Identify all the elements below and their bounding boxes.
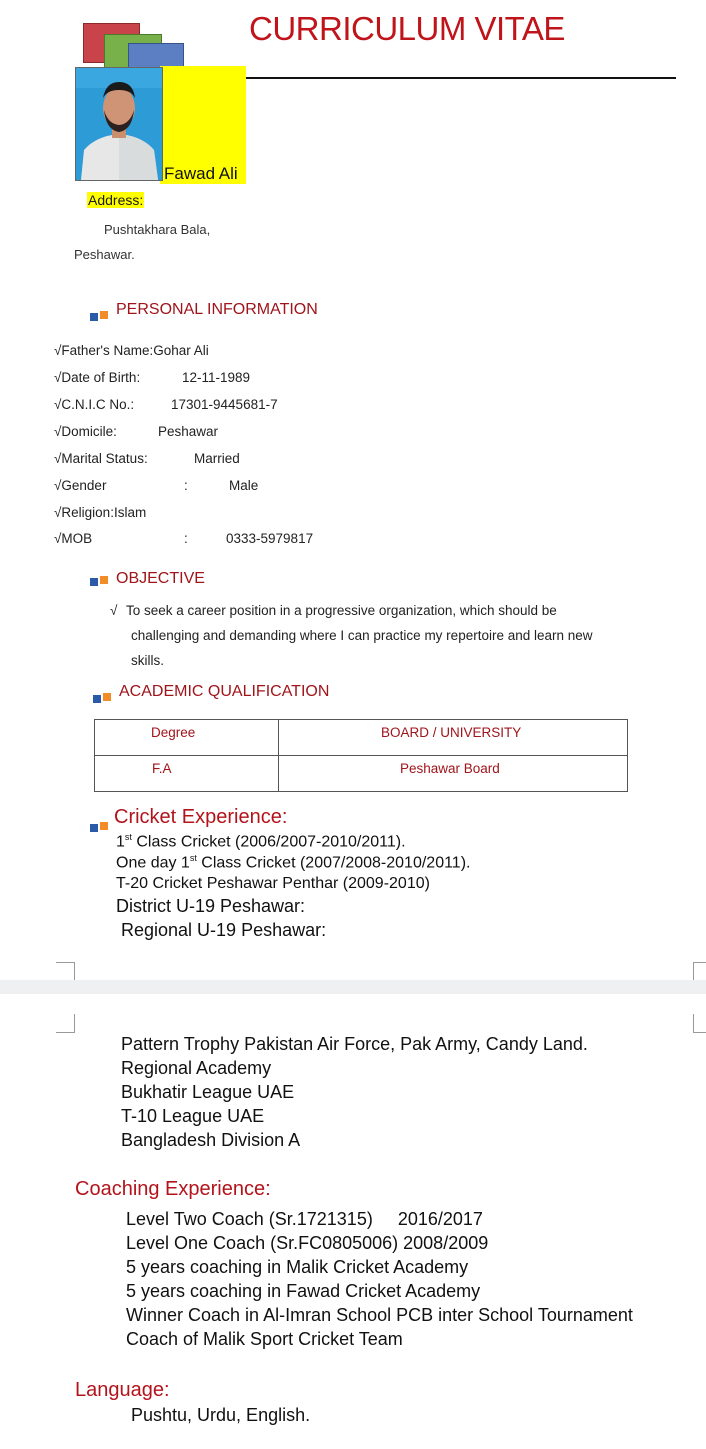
coaching-item: Coach of Malik Sport Cricket Team	[126, 1329, 403, 1349]
objective-check-icon: √	[110, 603, 118, 618]
section-bullet-icon	[93, 695, 101, 703]
section-bullet-icon	[100, 576, 108, 584]
cricket-heading: Cricket Experience:	[114, 806, 288, 828]
cricket-line-2-part: Class Cricket (2007/2008-2010/2011).	[196, 854, 471, 872]
coaching-item: Level One Coach (Sr.FC0805006) 2008/2009	[126, 1233, 489, 1253]
info-label: √MOB	[54, 531, 93, 546]
section-bullet-icon	[90, 824, 98, 832]
info-label: √Date of Birth:	[54, 370, 141, 385]
page-corner-mark	[56, 962, 75, 981]
objective-line-2: challenging and demanding where I can practice my repertoire and learn new	[131, 628, 593, 643]
info-row-father	[54, 343, 209, 358]
table-cell-board: Peshawar Board	[400, 761, 500, 776]
info-row-domicile	[54, 424, 219, 439]
info-label: √C.N.I.C No.:	[54, 397, 135, 412]
cricket-line-1	[116, 832, 406, 851]
page-corner-mark	[693, 1014, 706, 1033]
section-bullet-icon	[100, 822, 108, 830]
objective-heading: OBJECTIVE	[116, 570, 205, 587]
info-value: Gohar Ali	[153, 343, 209, 358]
info-row-dob	[54, 370, 251, 385]
page-corner-mark	[56, 1014, 75, 1033]
info-label: √Gender	[54, 478, 107, 493]
info-row-mob	[54, 531, 354, 546]
cricket-more-1: Pattern Trophy Pakistan Air Force, Pak Army, Candy Land.	[121, 1034, 588, 1054]
ordinal-suffix: st	[124, 832, 132, 842]
objective-line-1: To seek a career position in a progressive organization, which should be	[126, 603, 557, 618]
info-value: Married	[194, 451, 240, 466]
cricket-line-2	[116, 853, 470, 872]
academic-table	[94, 719, 628, 792]
language-heading: Language:	[75, 1379, 170, 1401]
info-value: 12-11-1989	[182, 370, 251, 385]
info-value: 17301-9445681-7	[171, 397, 278, 412]
table-header-degree: Degree	[151, 725, 196, 740]
info-row-religion	[54, 505, 146, 520]
coaching-item: Level Two Coach (Sr.1721315) 2016/2017	[126, 1209, 483, 1229]
info-value: Islam	[113, 505, 147, 520]
info-label: √Religion:	[54, 505, 114, 520]
coaching-heading: Coaching Experience:	[75, 1178, 271, 1200]
cricket-line-1-part: 1	[116, 833, 125, 851]
page-gap	[0, 980, 706, 994]
coaching-item: 5 years coaching in Fawad Cricket Academy	[126, 1281, 481, 1301]
info-label: √Father's Name:	[54, 343, 154, 358]
cricket-more-3: Bukhatir League UAE	[121, 1082, 295, 1102]
objective-line-3: skills.	[131, 653, 164, 668]
address-line-1: Pushtakhara Bala,	[104, 222, 211, 237]
table-divider	[95, 755, 627, 756]
info-separator: :	[184, 531, 188, 546]
document-page-2	[0, 994, 706, 1449]
section-bullet-icon	[90, 313, 98, 321]
cricket-more-5: Bangladesh Division A	[121, 1130, 301, 1150]
info-separator: :	[184, 478, 188, 493]
info-label: √Domicile:	[54, 424, 117, 439]
page-corner-mark	[693, 962, 706, 981]
info-label: √Marital Status:	[54, 451, 148, 466]
candidate-name: Fawad Ali	[164, 164, 238, 183]
cricket-line-3: T-20 Cricket Peshawar Penthar (2009-2010)	[116, 875, 430, 892]
person-photo-icon	[76, 68, 162, 180]
address-line-2: Peshawar.	[74, 247, 135, 262]
cricket-more-2: Regional Academy	[121, 1058, 272, 1078]
info-value: 0333-5979817	[226, 531, 314, 546]
info-row-marital	[54, 451, 240, 466]
address-label: Address:	[88, 192, 144, 208]
section-bullet-icon	[90, 578, 98, 586]
info-row-gender	[54, 478, 314, 493]
language-value: Pushtu, Urdu, English.	[131, 1405, 311, 1425]
academic-heading: ACADEMIC QUALIFICATION	[119, 683, 330, 700]
cricket-line-5: Regional U-19 Peshawar:	[121, 920, 327, 940]
profile-photo	[75, 67, 163, 181]
section-bullet-icon	[103, 693, 111, 701]
coaching-item: 5 years coaching in Malik Cricket Academy	[126, 1257, 469, 1277]
title-underline	[246, 77, 676, 79]
cricket-line-1-part: Class Cricket (2006/2007-2010/2011).	[131, 833, 406, 851]
info-value: Peshawar	[158, 424, 219, 439]
info-value: Male	[229, 478, 259, 493]
table-header-board: BOARD / UNIVERSITY	[381, 725, 522, 740]
cricket-line-4: District U-19 Peshawar:	[116, 896, 306, 916]
info-row-cnic	[54, 397, 278, 412]
cricket-more-4: T-10 League UAE	[121, 1106, 265, 1126]
ordinal-suffix: st	[189, 853, 197, 863]
coaching-item: Winner Coach in Al-Imran School PCB inter School Tournament	[126, 1305, 633, 1325]
cricket-line-2-part: One day 1	[116, 854, 190, 872]
document-title: CURRICULUM VITAE	[249, 10, 565, 47]
personal-info-heading: PERSONAL INFORMATION	[116, 301, 318, 318]
table-cell-degree: F.A	[152, 761, 172, 776]
section-bullet-icon	[100, 311, 108, 319]
